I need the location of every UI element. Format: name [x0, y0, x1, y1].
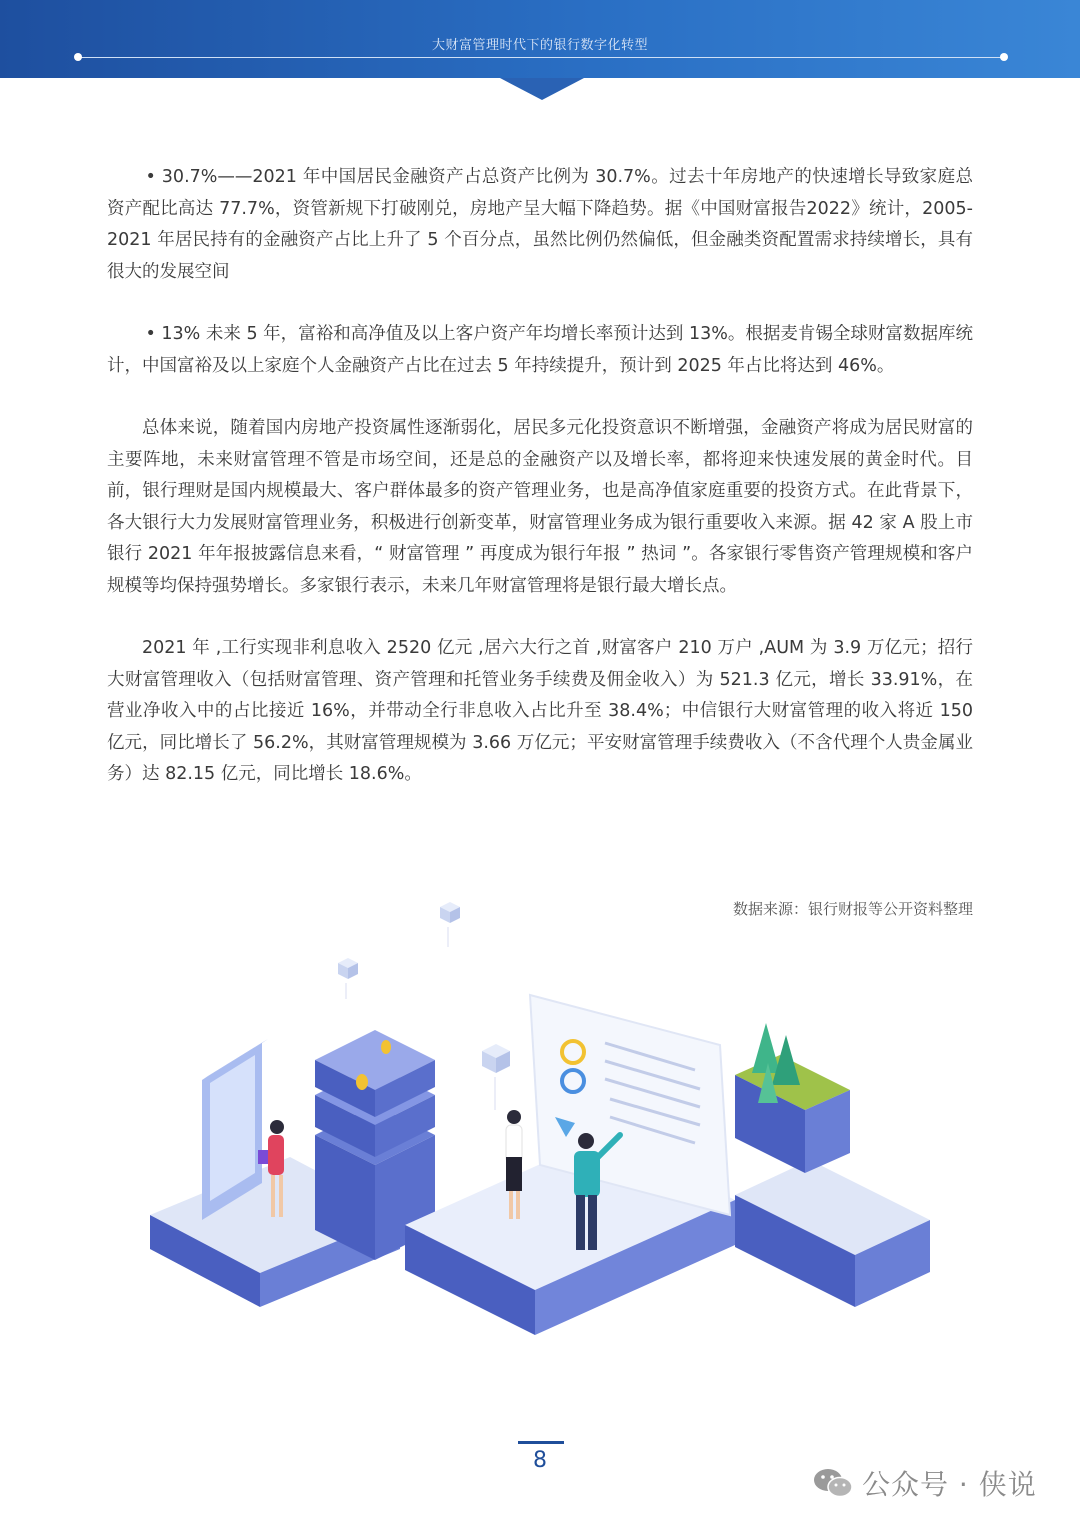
paragraph-bullet-1	[107, 162, 973, 288]
header-dot-right	[1000, 53, 1008, 61]
paragraph-bank-data: 2021 年 ,工行实现非利息收入 2520 亿元 ,居六大行之首 ,财富客户 210 万户 ,AUM 为 3.9 万亿元；招行大财富管理收入（包括财富管理、资产管理和托管业务手续费及佣金收入）为 521.3 亿元，增长 33.91%，在营业净收入中的占比接近 16%，并带动全行非息收入占比升至 38.4%；中信银行大财富管理的收入将近 150 亿元，同比增长了 56.2%，其财富管理规模为 3.66 万亿元；平安财富管理手续费收入（不含代理个人贵金属业务）达 82.15 亿元，同比增长 18.6%。	[107, 638, 973, 784]
data-source-note: 数据来源：银行财报等公开资料整理	[732, 900, 973, 918]
header-notch	[500, 78, 584, 100]
article-body	[107, 162, 973, 822]
bullet-dot: •	[145, 324, 156, 344]
header-divider	[78, 57, 1004, 58]
paragraph-text: 30.7%——2021 年中国居民金融资产占总资产比例为 30.7%。过去十年房地产的快速增长导致家庭总资产配比高达 77.7%，资管新规下打破刚兑，房地产呈大幅下降趋势。据《中国财富报告2022》统计，2005-2021 年居民持有的金融资产占比上升了 5 个百分点，虽然比例仍然偏低，但金融类资配置需求持续增长，具有很大的发展空间	[107, 167, 973, 282]
tree-platform	[735, 1023, 930, 1307]
bullet-dot: •	[145, 167, 156, 187]
floating-cube-icon	[440, 902, 460, 947]
presentation-platform	[405, 995, 735, 1335]
watermark-text: 公众号 · 侠说	[862, 1468, 1037, 1501]
page-number: 8	[533, 1448, 547, 1473]
header-dot-left	[74, 53, 82, 61]
wechat-icon	[812, 1466, 854, 1500]
paragraph-text: 13% 未来 5 年，富裕和高净值及以上客户资产年均增长率预计达到 13%。根据麦肯锡全球财富数据库统计，中国富裕及以上家庭个人金融资产占比在过去 5 年持续提升，预计到 2025 年占比将达到 46%。	[107, 324, 973, 376]
wechat-watermark	[812, 1463, 1037, 1503]
paragraph-summary: 总体来说，随着国内房地产投资属性逐渐弱化，居民多元化投资意识不断增强，金融资产将成为居民财富的主要阵地，未来财富管理不管是市场空间，还是总的金融资产以及增长率，都将迎来快速发展的黄金时代。目前，银行理财是国内规模最大、客户群体最多的资产管理业务，也是高净值家庭重要的投资方式。在此背景下，各大银行大力发展财富管理业务，积极进行创新变革，财富管理业务成为银行重要收入来源。据 42 家 A 股上市银行 2021 年年报披露信息来看，“ 财富管理 ” 再度成为银行年报 ” 热词 ”。各家银行零售资产管理规模和客户规模等均保持强势增长。多家银行表示，未来几年财富管理将是银行最大增长点。	[107, 418, 973, 596]
page-number-bar	[518, 1441, 564, 1444]
header-title: 大财富管理时代下的银行数字化转型	[431, 38, 648, 53]
isometric-finance-illustration	[140, 895, 940, 1335]
floating-cube-icon	[338, 958, 358, 999]
paragraph-bullet-2	[107, 319, 973, 382]
floating-cube-icon	[482, 1044, 510, 1110]
header-band	[0, 0, 1080, 78]
